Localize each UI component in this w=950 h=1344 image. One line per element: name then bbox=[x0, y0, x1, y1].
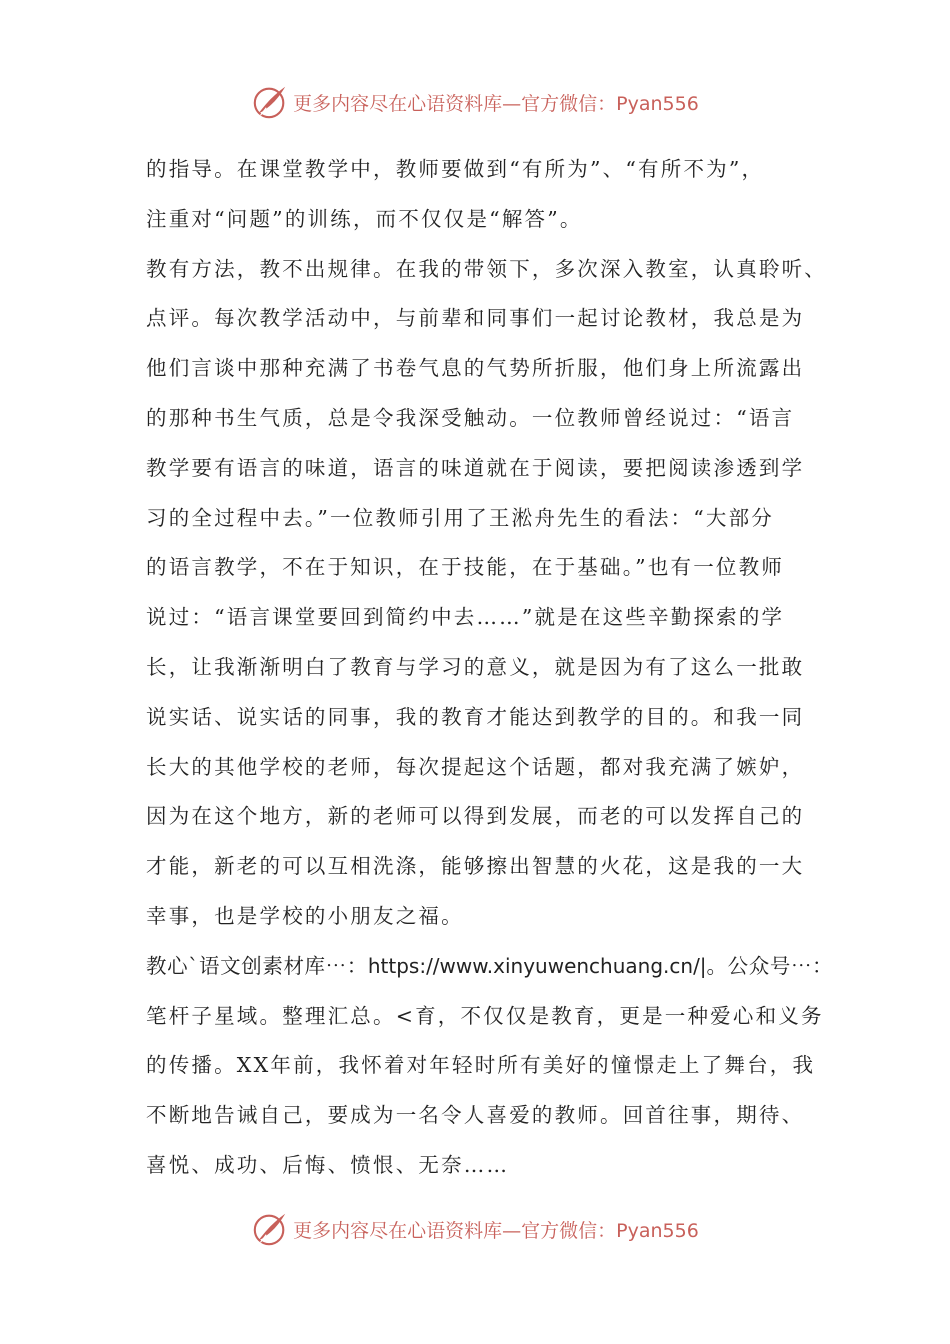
banner-brand-text: 更多内容尽在心语资料库— bbox=[293, 92, 522, 115]
url-line bbox=[146, 942, 836, 992]
text-line: 才能，新老的可以互相洗涤，能够擦出智慧的火花，这是我的一大 bbox=[146, 854, 805, 879]
text-line: 的指导。在课堂教学中，教师要做到“有所为”、“有所不为”， bbox=[146, 157, 765, 181]
text-line: 不断地告诫自己，要成为一名令人喜爱的教师。回首往事，期待、 bbox=[146, 1103, 805, 1128]
text-line: 因为在这个地方，新的老师可以得到发展，而老的可以发挥自己的 bbox=[146, 804, 805, 829]
text-line: 幸事，也是学校的小朋友之福。 bbox=[146, 903, 464, 928]
banner-wechat-text: 官方微信：Pyan556 bbox=[521, 92, 699, 115]
text-line: 点评。每次教学活动中，与前辈和同事们一起讨论教材，我总是为 bbox=[146, 306, 805, 331]
document-body bbox=[146, 145, 836, 1191]
url-line-prefix: 教心`语文创素材库⋯： bbox=[146, 953, 368, 978]
text-line: 注重对“问题”的训练，而不仅仅是“解答”。 bbox=[146, 206, 583, 231]
text-line: 的语言教学，不在于知识，在于技能，在于基础。”也有一位教师 bbox=[146, 555, 785, 580]
footer-banner bbox=[0, 1209, 950, 1249]
text-line: 说过：“语言课堂要回到简约中去……”就是在这些辛勤探索的学 bbox=[146, 605, 785, 630]
quill-pen-logo-icon bbox=[251, 83, 289, 121]
text-line: 教学要有语言的味道，语言的味道就在于阅读，要把阅读渗透到学 bbox=[146, 455, 805, 480]
header-banner bbox=[0, 82, 950, 122]
text-line: 习的全过程中去。”一位教师引用了王淞舟先生的看法：“大部分 bbox=[146, 505, 775, 530]
website-url: https://www.xinyuwenchuang.cn/| bbox=[367, 953, 707, 978]
text-line: 他们言谈中那种充满了书卷气息的气势所折服，他们身上所流露出 bbox=[146, 356, 805, 381]
url-line-suffix: 。公众号⋯： bbox=[706, 953, 834, 978]
text-line: 说实话、说实话的同事，我的教育才能达到教学的目的。和我一同 bbox=[146, 704, 805, 729]
text-line: 的那种书生气质，总是令我深受触动。一位教师曾经说过：“语言 bbox=[146, 405, 795, 430]
quill-pen-logo-icon bbox=[251, 1210, 289, 1248]
text-line: 长，让我渐渐明白了教育与学习的意义，就是因为有了这么一批敢 bbox=[146, 654, 805, 679]
text-line: 笔杆子星域。整理汇总。<育，不仅仅是教育，更是一种爱心和义务 bbox=[146, 1003, 824, 1028]
footer-wechat-text: 官方微信：Pyan556 bbox=[521, 1219, 699, 1242]
text-line: 长大的其他学校的老师，每次提起这个话题，都对我充满了嫉妒， bbox=[146, 754, 805, 779]
text-line: 喜悦、成功、后悔、愤恨、无奈…… bbox=[146, 1152, 510, 1177]
text-line: 教有方法，教不出规律。在我的带领下，多次深入教室，认真聆听、 bbox=[146, 256, 827, 281]
text-line: 的传播。XX年前，我怀着对年轻时所有美好的憧憬走上了舞台，我 bbox=[146, 1053, 816, 1078]
footer-brand-text: 更多内容尽在心语资料库— bbox=[293, 1219, 522, 1242]
